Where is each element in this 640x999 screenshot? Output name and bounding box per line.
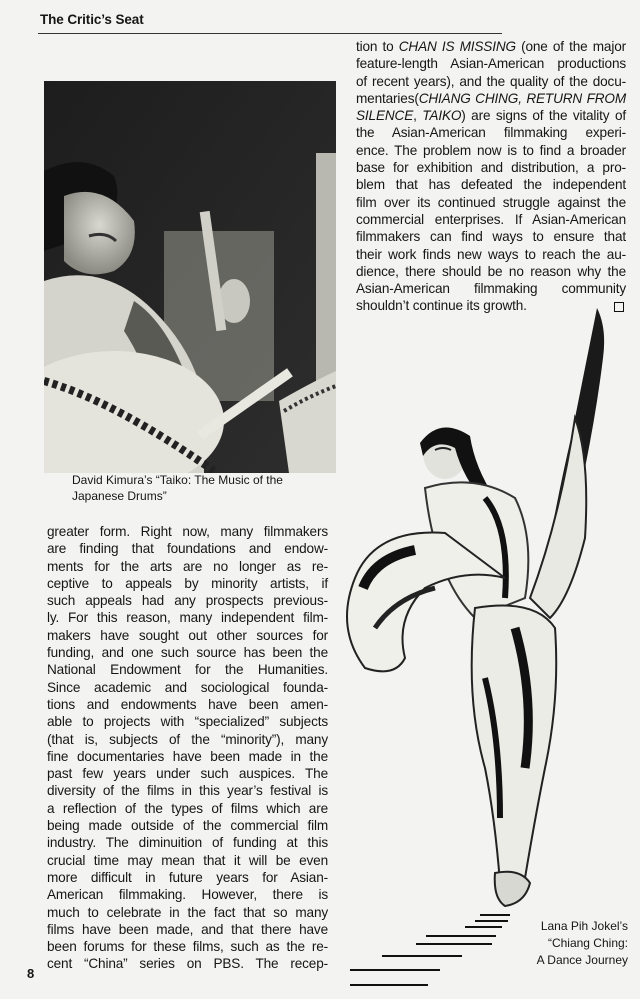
text-line: mentaries(CHIANG CHING, RETURN FROM bbox=[356, 90, 626, 106]
text-line: film over its continued struggle against the bbox=[356, 194, 626, 210]
text-line: able to projects with “specialized” subjects bbox=[47, 714, 328, 730]
text-line: feature-length Asian-American productions bbox=[356, 56, 626, 72]
text-line: of recent years), and the quality of the docu- bbox=[356, 73, 626, 89]
page-number: 8 bbox=[27, 966, 35, 981]
text-line: been forums for these films, such as the re- bbox=[47, 939, 328, 955]
left-column-text bbox=[47, 523, 328, 973]
text-line: ence. The problem now is to find a broader bbox=[356, 142, 626, 158]
film-title: CHAN IS MISSING bbox=[398, 39, 516, 54]
film-title: TAIKO bbox=[422, 108, 462, 124]
text-line: Asian-American filmmaking community bbox=[356, 281, 626, 297]
text-line: commercial enterprises. If Asian-American bbox=[356, 211, 626, 227]
film-title: SILENCE bbox=[356, 108, 414, 124]
film-title: CHIANG CHING, RETURN FROM bbox=[418, 90, 626, 106]
text-line: greater form. Right now, many filmmakers bbox=[47, 524, 328, 539]
text-line: their work finds new ways to reach the au- bbox=[356, 246, 626, 262]
text-line: diversity of the films in this year’s festival is bbox=[47, 783, 328, 799]
caption-line: A Dance Journey bbox=[536, 953, 628, 967]
section-title: The Critic’s Seat bbox=[40, 12, 144, 27]
right-column-text bbox=[356, 38, 626, 315]
dancer-photo-caption bbox=[520, 918, 628, 969]
text-line: ments for the arts are no longer as re- bbox=[47, 558, 328, 574]
text-line: past few years under such auspices. The bbox=[47, 766, 328, 782]
caption-line: David Kimura’s “Taiko: The Music of the bbox=[72, 473, 283, 487]
text-line: SILENCE, TAIKO) are signs of the vitality of bbox=[356, 108, 626, 124]
text-line: tions and endowments have been amen- bbox=[47, 696, 328, 712]
text-line: being made outside of the commercial film bbox=[47, 818, 328, 834]
dancer-photo bbox=[335, 298, 635, 988]
taiko-photo-caption bbox=[72, 473, 332, 504]
taiko-drummer-photo bbox=[44, 81, 336, 473]
text-line: filmmakers can find ways to ensure that bbox=[356, 229, 626, 245]
text-line: American filmmaking. However, there is bbox=[47, 887, 328, 903]
text-line: industry. The diminuition of funding at this bbox=[47, 835, 328, 851]
caption-line: Lana Pih Jokel’s bbox=[540, 919, 628, 933]
text-line: ceptive to appeals by minority artists, if bbox=[47, 575, 328, 591]
text-line: dience, there should be no reason why the bbox=[356, 263, 626, 279]
text-line: tion to CHAN IS MISSING (one of the major bbox=[356, 39, 626, 54]
text-line: the Asian-American filmmaking experi- bbox=[356, 125, 626, 141]
text-line: cent “China” series on PBS. The recep- bbox=[47, 956, 328, 972]
text-line: fine documentaries have been made in the bbox=[47, 748, 328, 764]
text-line: National Endowment for the Humanities. bbox=[47, 662, 328, 678]
caption-line: “Chiang Ching: bbox=[547, 936, 628, 950]
header-rule bbox=[38, 33, 502, 34]
text-line: ly. For this reason, many independent film- bbox=[47, 610, 328, 626]
text-line: funding, and one such source has been the bbox=[47, 645, 328, 661]
text-line: more difficult in future years for Asian- bbox=[47, 869, 328, 885]
text-line: such appeals had any prospects previous- bbox=[47, 593, 328, 609]
text-line: blem that has defeated the independent bbox=[356, 177, 626, 193]
dancer-photo-art bbox=[335, 298, 635, 988]
text-line: films have been made, and that there have bbox=[47, 921, 328, 937]
text-line: much to celebrate in the fact that so many bbox=[47, 904, 328, 920]
text-line: are finding that foundations and endow- bbox=[47, 541, 328, 557]
text-line: base for exhibition and distribution, a pro- bbox=[356, 160, 626, 176]
text-line: (that is, subjects of the “minority”), many bbox=[47, 731, 328, 747]
caption-line: Japanese Drums” bbox=[72, 488, 167, 503]
text-line: makers have sought out other sources for bbox=[47, 627, 328, 643]
text-line: Since academic and sociological founda- bbox=[47, 679, 328, 695]
text-line: crucial time may mean that it will be even bbox=[47, 852, 328, 868]
taiko-photo-art bbox=[44, 81, 336, 473]
text-line: a reflection of the types of films which are bbox=[47, 800, 328, 816]
text-line: shouldn’t continue its growth. bbox=[356, 298, 527, 314]
